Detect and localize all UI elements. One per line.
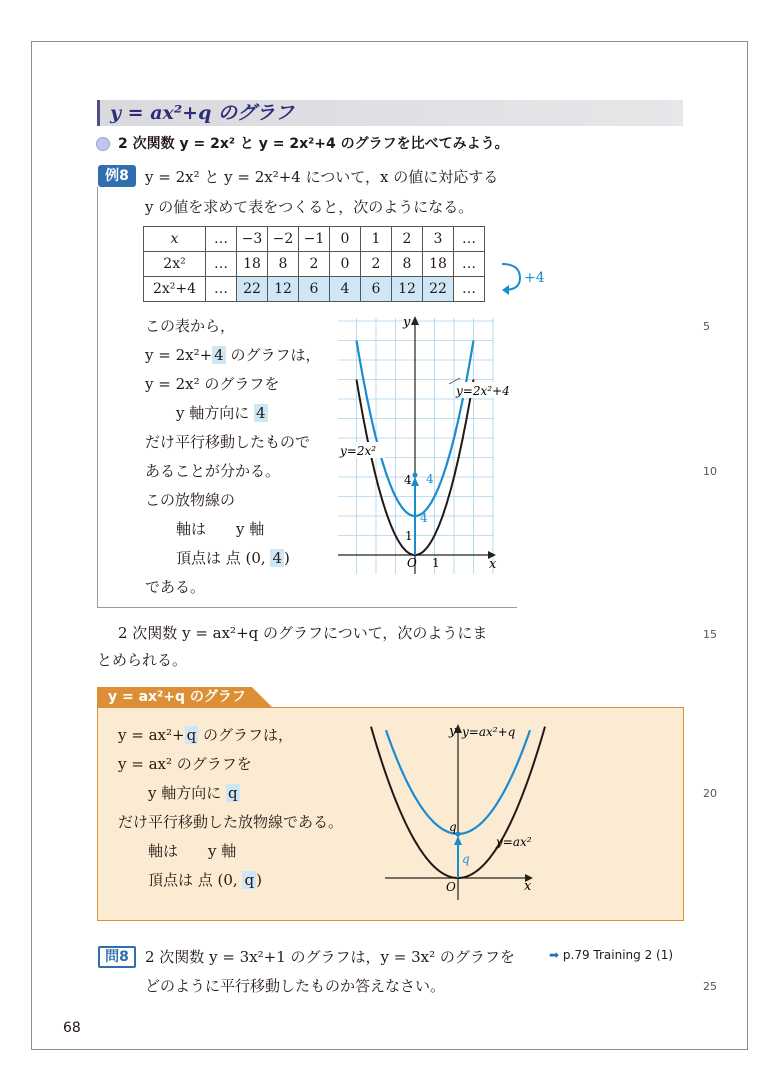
origin-label: O bbox=[407, 556, 417, 570]
origin-label: O bbox=[446, 880, 456, 894]
table-cell: 12 bbox=[392, 277, 423, 302]
arrow-right-icon: ➡ bbox=[549, 948, 560, 962]
explain-line-1: この表から， bbox=[145, 317, 236, 335]
summary-line-1: y = ax²+ q のグラフは， bbox=[118, 726, 293, 744]
summary-line-2: y = ax² のグラフを bbox=[118, 755, 252, 773]
line-number: 5 bbox=[703, 320, 710, 333]
table-cell: 0 bbox=[330, 252, 361, 277]
table-cell: −3 bbox=[237, 227, 268, 252]
intro-text: 2 次関数 y = 2x² と y = 2x²+4 のグラフを比べてみよう。 bbox=[118, 136, 509, 152]
table-cell: 2 bbox=[361, 252, 392, 277]
table-row-b bbox=[144, 277, 485, 302]
example-badge: 例8 bbox=[98, 165, 136, 187]
question-line-1: 2 次関数 y = 3x²+1 のグラフは，y = 3x² のグラフを bbox=[145, 948, 515, 966]
table-cell: 22 bbox=[423, 277, 454, 302]
table-row-a bbox=[144, 252, 485, 277]
training-reference-link[interactable]: ➡ p.79 Training 2 (1) bbox=[549, 948, 674, 962]
y-tick-1: 1 bbox=[405, 529, 413, 543]
x-tick-1: 1 bbox=[432, 556, 440, 570]
table-header: x bbox=[144, 227, 206, 252]
explain-line-2: y = 2x²+ 4 のグラフは， bbox=[145, 346, 321, 364]
explain-line-10: である。 bbox=[145, 578, 206, 596]
table-header: 2x²+4 bbox=[144, 277, 206, 302]
line-number: 25 bbox=[703, 980, 717, 993]
shift-arrowhead-icon bbox=[454, 836, 462, 845]
body-line-2: とめられる。 bbox=[97, 651, 188, 669]
page-number: 68 bbox=[63, 1020, 81, 1036]
line-number: 20 bbox=[703, 787, 717, 800]
explain-line-5: だけ平行移動したもので bbox=[145, 433, 311, 451]
table-cell: 18 bbox=[237, 252, 268, 277]
example-box-border-bottom bbox=[97, 607, 517, 608]
curved-arrow-icon bbox=[502, 264, 520, 290]
question-badge: 問8 bbox=[98, 946, 136, 968]
curve-b-label: y=ax²+q bbox=[462, 725, 516, 739]
table-cell: 4 bbox=[330, 277, 361, 302]
example-line-1: y = 2x² と y = 2x²+4 について，x の値に対応する bbox=[145, 168, 499, 186]
table-row-x bbox=[144, 227, 485, 252]
table-header: 2x² bbox=[144, 252, 206, 277]
table-cell: 3 bbox=[423, 227, 454, 252]
example-box-border bbox=[97, 187, 98, 608]
explain-line-6: あることが分かる。 bbox=[145, 462, 281, 480]
curve-a-label: y=2x² bbox=[340, 444, 377, 458]
table-cell-ellipsis: … bbox=[454, 277, 485, 302]
table-cell: 8 bbox=[392, 252, 423, 277]
table-cell-ellipsis: … bbox=[206, 277, 237, 302]
y-tick-4: 4 bbox=[404, 473, 412, 487]
summary-line-6: 頂点は 点 (0, q ) bbox=[148, 871, 262, 889]
table-cell: 18 bbox=[423, 252, 454, 277]
table-cell: 8 bbox=[268, 252, 299, 277]
table-cell: 6 bbox=[361, 277, 392, 302]
explain-line-9: 頂点は 点 (0, 4 ) bbox=[176, 549, 290, 567]
shift-q-label: q bbox=[462, 852, 470, 866]
x-label: x bbox=[524, 879, 532, 894]
summary-line-4: だけ平行移動した放物線である。 bbox=[118, 813, 344, 831]
line-number: 10 bbox=[703, 465, 717, 478]
graph-summary bbox=[370, 718, 570, 908]
explain-line-3: y = 2x² のグラフを bbox=[145, 375, 280, 393]
explain-line-8: 軸は y 軸 bbox=[176, 520, 265, 538]
shift-label-4a: 4 bbox=[420, 511, 428, 525]
question-line-2: どのように平行移動したものか答えなさい。 bbox=[145, 977, 446, 995]
bullet-circle-icon bbox=[96, 137, 110, 151]
y-axis-arrow-icon bbox=[411, 316, 419, 325]
table-cell: 12 bbox=[268, 277, 299, 302]
table-cell-ellipsis: … bbox=[206, 227, 237, 252]
shift-label: +4 bbox=[524, 270, 545, 286]
table-cell: −1 bbox=[299, 227, 330, 252]
table-cell: 2 bbox=[299, 252, 330, 277]
summary-line-5: 軸は y 軸 bbox=[148, 842, 237, 860]
table-cell: 0 bbox=[330, 227, 361, 252]
curve-a-label: y=ax² bbox=[496, 835, 532, 849]
summary-tab-title: y = ax²+q のグラフ bbox=[108, 689, 246, 705]
table-cell: 22 bbox=[237, 277, 268, 302]
shift-arrow-annotation bbox=[500, 258, 560, 298]
explain-line-4: y 軸方向に 4 bbox=[176, 404, 266, 422]
example-line-2: y の値を求めて表をつくると，次のようになる。 bbox=[145, 198, 474, 216]
y-label: y bbox=[449, 724, 457, 739]
line-number: 15 bbox=[703, 628, 717, 641]
x-label: x bbox=[489, 557, 497, 572]
shift-label-4b: 4 bbox=[426, 472, 434, 486]
vertex-q-label: q bbox=[449, 820, 457, 834]
summary-line-3: y 軸方向に q bbox=[148, 784, 238, 802]
body-line-1: 2 次関数 y = ax²+q のグラフについて，次のようにま bbox=[118, 624, 488, 642]
arrowhead-icon bbox=[502, 285, 509, 295]
graph-example bbox=[334, 312, 518, 582]
table-cell: 1 bbox=[361, 227, 392, 252]
table-cell: −2 bbox=[268, 227, 299, 252]
value-table bbox=[143, 226, 485, 302]
table-cell: 2 bbox=[392, 227, 423, 252]
table-cell: 6 bbox=[299, 277, 330, 302]
table-cell-ellipsis: … bbox=[454, 227, 485, 252]
vertex-point bbox=[413, 473, 418, 478]
explain-line-7: この放物線の bbox=[145, 491, 236, 509]
y-label: y bbox=[403, 315, 411, 330]
table-cell-ellipsis: … bbox=[206, 252, 237, 277]
shift-arrowhead-icon bbox=[411, 477, 419, 486]
section-title: y = ax²+q のグラフ bbox=[110, 102, 294, 124]
table-cell-ellipsis: … bbox=[454, 252, 485, 277]
curve-b-label: y=2x²+4 bbox=[456, 384, 510, 398]
